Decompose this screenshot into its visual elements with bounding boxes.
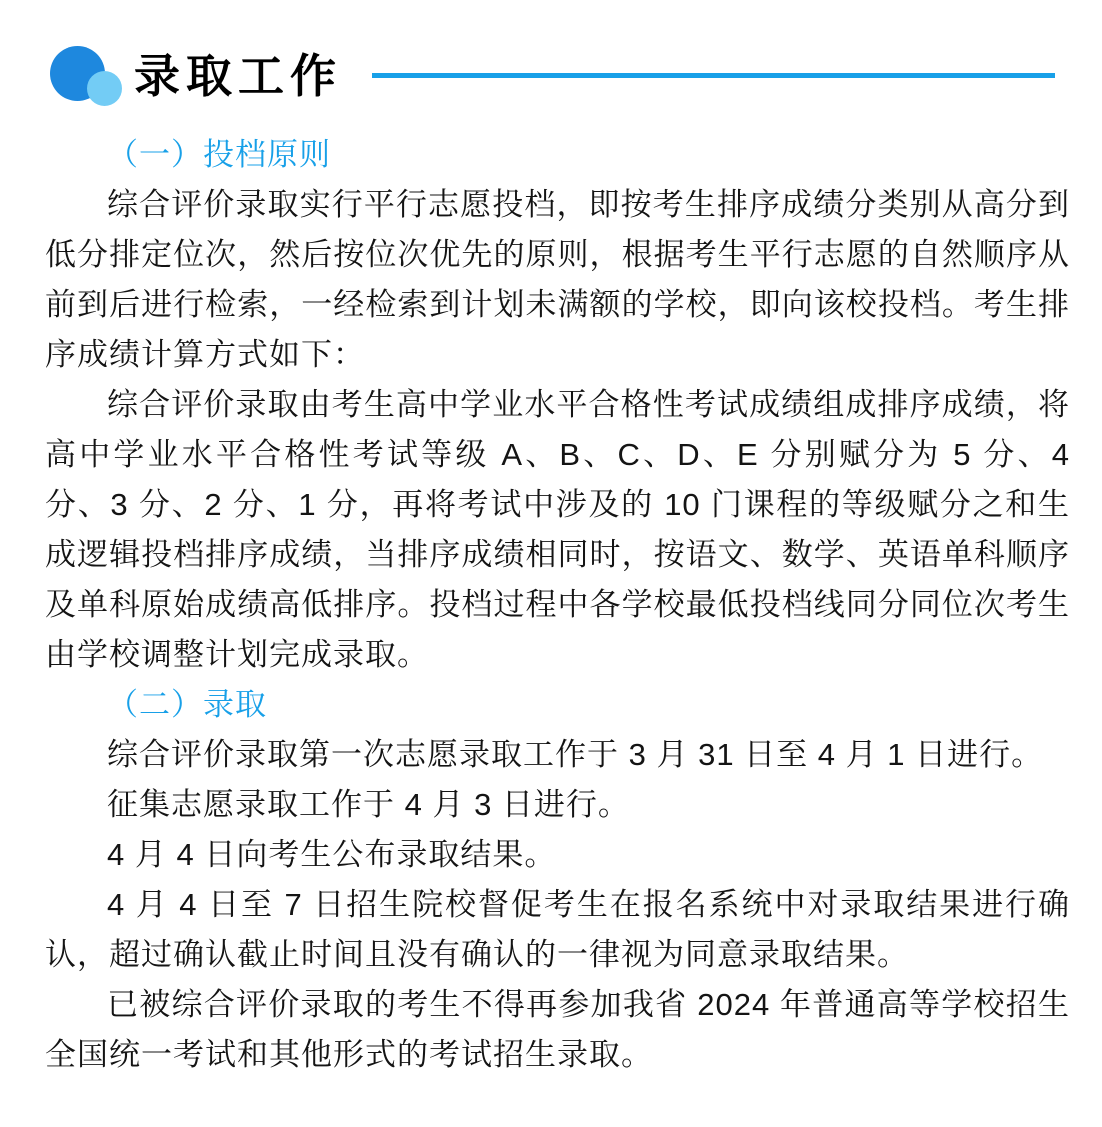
section-heading-admission: （二）录取 — [107, 687, 267, 722]
paragraph-confirmation-window: 4 月 4 日至 7 日招生院校督促考生在报名系统中对录取结果进行确认，超过确认截止时间且没有确认的一律视为同意录取结果。 — [45, 887, 1070, 972]
paragraph-filing-overview: 综合评价录取实行平行志愿投档，即按考生排序成绩分类别从高分到低分排定位次，然后按位次优先的原则，根据考生平行志愿的自然顺序从前到后进行检索，一经检索到计划未满额的学校，即向该校投档。考生排序成绩计算方式如下： — [45, 187, 1070, 372]
paragraph-first-round-dates: 综合评价录取第一次志愿录取工作于 3 月 31 日至 4 月 1 日进行。 — [107, 737, 1044, 772]
two-circles-icon — [50, 46, 122, 108]
paragraph-result-announcement-date: 4 月 4 日向考生公布录取结果。 — [107, 837, 557, 872]
document-body — [45, 130, 1070, 1080]
small-circle — [87, 71, 122, 106]
paragraph-supplementary-volunteer-date: 征集志愿录取工作于 4 月 3 日进行。 — [107, 787, 630, 822]
paragraph-score-calculation: 综合评价录取由考生高中学业水平合格性考试成绩组成排序成绩，将高中学业水平合格性考试等级 A、B、C、D、E 分别赋分为 5 分、4 分、3 分、2 分、1 分，再将考试中涉及的 10 门课程的等级赋分之和生成逻辑投档排序成绩，当排序成绩相同时，按语文、数学、英语单科顺序及单科原始成绩高低排序。投档过程中各学校最低投档线同分同位次考生由学校调整计划完成录取。 — [45, 387, 1070, 672]
header-rule — [372, 73, 1055, 78]
page-title: 录取工作 — [134, 50, 342, 102]
paragraph-exclusion-rule: 已被综合评价录取的考生不得再参加我省 2024 年普通高等学校招生全国统一考试和其他形式的考试招生录取。 — [45, 987, 1070, 1072]
document-header — [0, 0, 1102, 120]
section-heading-filing-principles: （一）投档原则 — [107, 137, 331, 172]
